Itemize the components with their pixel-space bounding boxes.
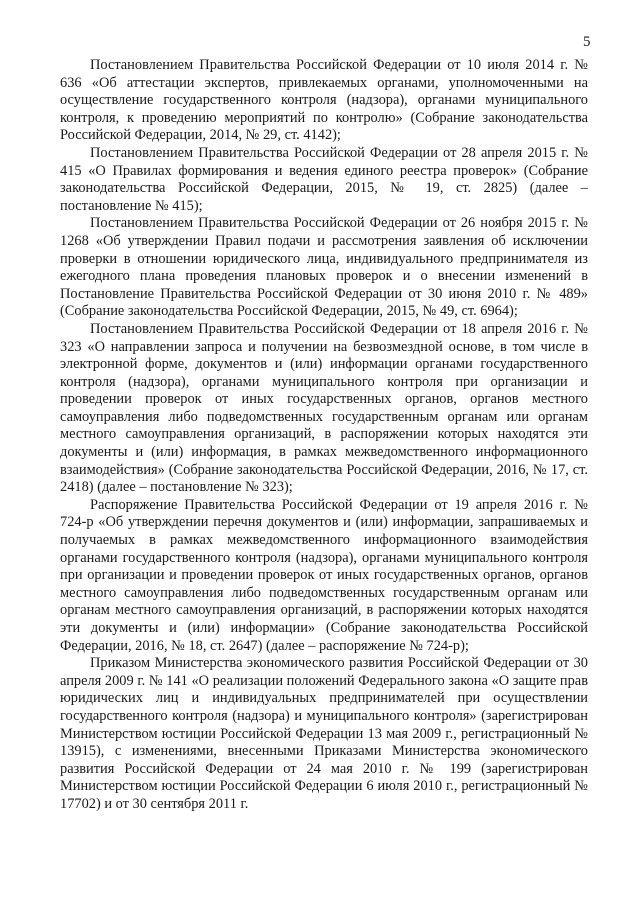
paragraph-resolution-323: Постановлением Правительства Российской Федерации от 18 апреля 2016 г. № 323 «О направлении запроса и получении на безвозмездной основе, в том числе в электронной форме, документов и (или) информации органами государственного контроля (надзора), органами муниципального контроля при организации и проведении проверок от иных государственных органов, органов местного самоуправления либо подведомственных государственным органам или органам местного самоуправления организаций, в распоряжении которых находятся эти документы и (или) информация, в рамках межведомственного информационного взаимодействия» (Собрание законодательства Российской Федерации, 2016, № 17, ст. 2418) (далее – постановление № 323); (60, 320, 588, 496)
body-text (60, 57, 588, 814)
page-number: 5 (583, 34, 591, 50)
paragraph-resolution-636: Постановлением Правительства Российской Федерации от 10 июля 2014 г. № 636 «Об аттестации экспертов, привлекаемых органами, уполномоченными на осуществление государственного контроля (надзора), органами муниципального контроля, к проведению мероприятий по контролю» (Собрание законодательства Российской Федерации, 2014, № 29, ст. 4142); (60, 57, 588, 144)
paragraph-resolution-415: Постановлением Правительства Российской Федерации от 28 апреля 2015 г. № 415 «О Правилах формирования и ведения единого реестра проверок» (Собрание законодательства Российской Федерации, 2015, № 19, ст. 2825) (далее – постановление № 415); (60, 144, 588, 214)
paragraph-resolution-1268: Постановлением Правительства Российской Федерации от 26 ноября 2015 г. № 1268 «Об утверждении Правил подачи и рассмотрения заявления об исключении проверки в отношении юридического лица, индивидуального предпринимателя из ежегодного плана проведения плановых проверок и о внесении изменений в Постановление Правительства Российской Федерации от 30 июня 2010 г. № 489» (Собрание законодательства Российской Федерации, 2015, № 49, ст. 6964); (60, 215, 588, 320)
paragraph-order-724-r: Распоряжение Правительства Российской Федерации от 19 апреля 2016 г. № 724-р «Об утверждении перечня документов и (или) информации, запрашиваемых и получаемых в рамках межведомственного информационного взаимодействия органами государственного контроля (надзора), органами муниципального контроля при организации и проведении проверок от иных государственных органов, органов местного самоуправления либо подведомственных государственным органам или органам местного самоуправления организаций, в распоряжении которых находятся эти документы и (или) информации» (Собрание законодательства Российской Федерации, 2016, № 18, ст. 2647) (далее – распоряжение № 724-р); (60, 496, 588, 654)
paragraph-order-141: Приказом Министерства экономического развития Российской Федерации от 30 апреля 2009 г. № 141 «О реализации положений Федерального закона «О защите прав юридических лиц и индивидуальных предпринимателей при осуществлении государственного контроля (надзора) и муниципального контроля» (зарегистрирован Министерством юстиции Российской Федерации 13 мая 2009 г., регистрационный № 13915), с изменениями, внесенными Приказами Министерства экономического развития Российской Федерации от 24 мая 2010 г. № 199 (зарегистрирован Министерством юстиции Российской Федерации 6 июля 2010 г., регистрационный № 17702) и от 30 сентября 2011 г. (60, 655, 588, 812)
